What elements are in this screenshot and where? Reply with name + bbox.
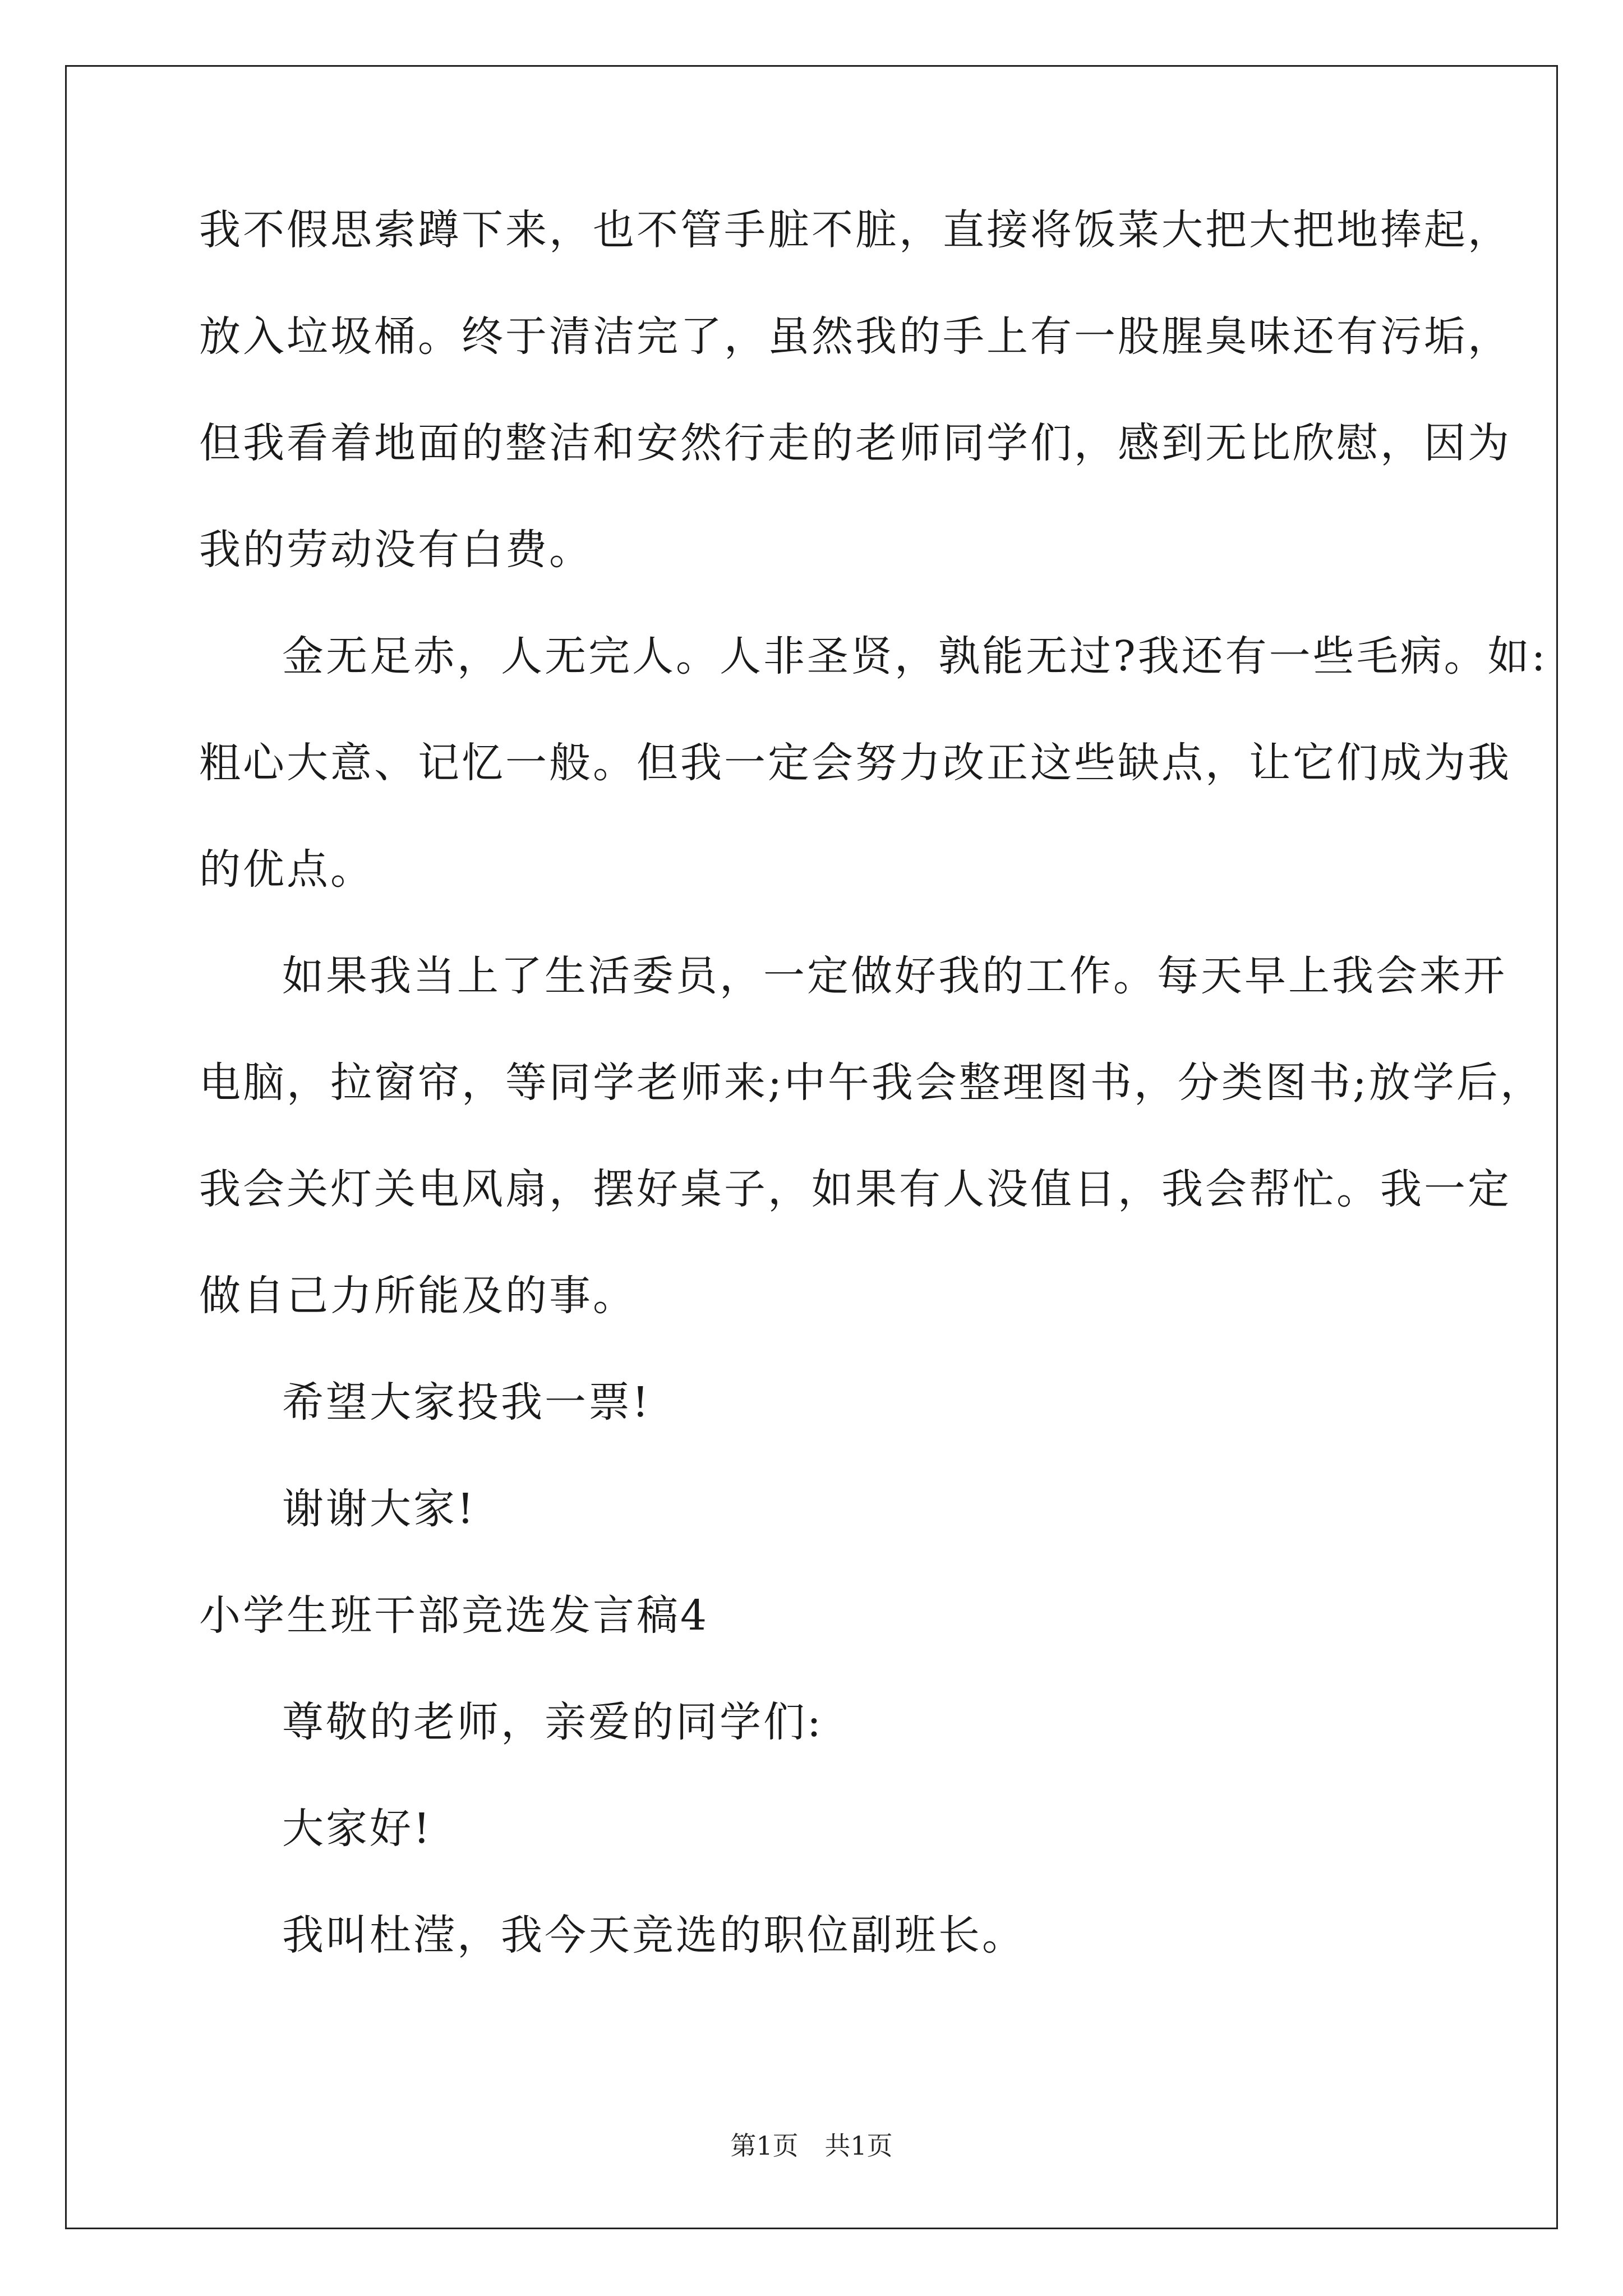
paragraph-line: 如果我当上了生活委员，一定做好我的工作。每天早上我会来开	[282, 952, 1507, 1000]
paragraph-line: 做自己力所能及的事。	[199, 1272, 637, 1320]
page-footer	[0, 2129, 1623, 2162]
page-number-total: 共1页	[824, 2131, 893, 2161]
paragraph-line: 谢谢大家!	[282, 1485, 476, 1533]
paragraph-line: 我会关灯关电风扇，摆好桌子，如果有人没值日，我会帮忙。我一定	[199, 1165, 1511, 1213]
paragraph-line: 大家好!	[282, 1805, 432, 1853]
section-heading: 小学生班干部竞选发言稿4	[199, 1591, 709, 1640]
paragraph-line: 的优点。	[199, 845, 374, 894]
paragraph-line: 但我看着地面的整洁和安然行走的老师同学们，感到无比欣慰，因为	[199, 419, 1511, 467]
paragraph-line: 放入垃圾桶。终于清洁完了，虽然我的手上有一股腥臭味还有污垢，	[199, 312, 1511, 361]
paragraph-line: 我叫杜滢，我今天竞选的职位副班长。	[282, 1911, 1026, 1959]
paragraph-line: 希望大家投我一票!	[282, 1378, 651, 1427]
paragraph-line: 我的劳动没有白费。	[199, 526, 593, 574]
paragraph-line: 我不假思索蹲下来，也不管手脏不脏，直接将饭菜大把大把地捧起，	[199, 206, 1511, 254]
paragraph-line: 电脑，拉窗帘，等同学老师来;中午我会整理图书，分类图书;放学后，	[199, 1059, 1544, 1107]
paragraph-line: 金无足赤，人无完人。人非圣贤，孰能无过?我还有一些毛病。如:	[282, 632, 1548, 680]
page-number-current: 第1页	[730, 2131, 799, 2161]
paragraph-line: 尊敬的老师，亲爱的同学们:	[282, 1698, 823, 1746]
paragraph-line: 粗心大意、记忆一般。但我一定会努力改正这些缺点，让它们成为我	[199, 739, 1511, 787]
